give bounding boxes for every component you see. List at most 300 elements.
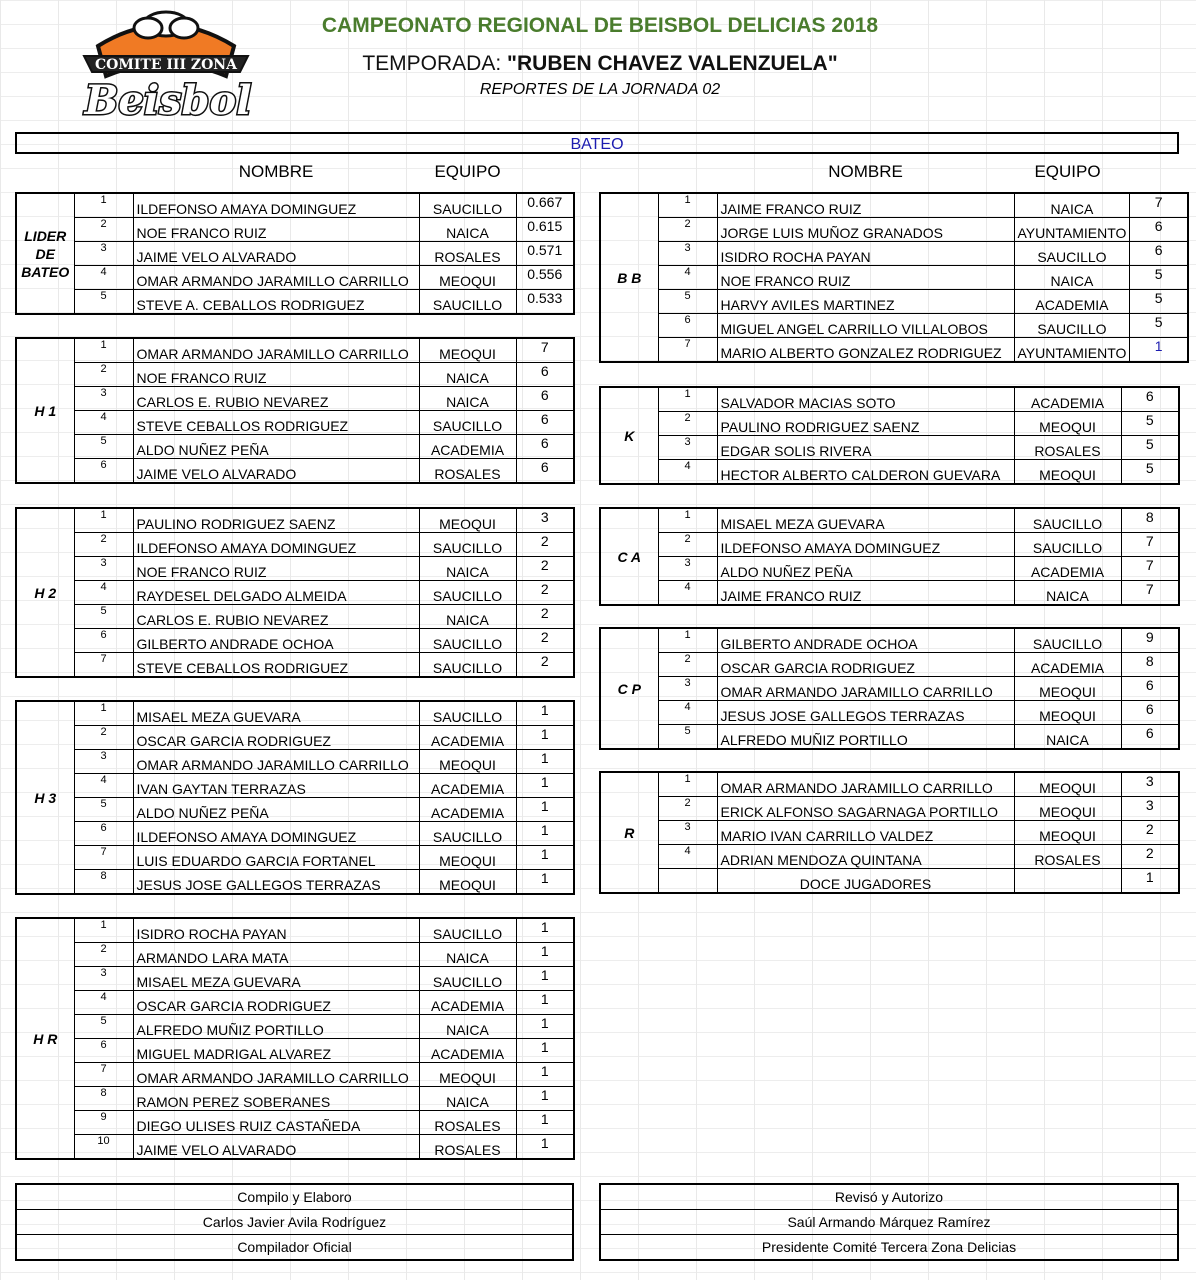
table-row: [16, 1087, 574, 1111]
player-name: JAIME FRANCO RUIZ: [717, 581, 1014, 606]
table-row: [16, 557, 574, 581]
stat-value: 6: [1121, 725, 1179, 750]
rank-cell: 2: [658, 533, 717, 557]
table-row: [16, 943, 574, 967]
rank-cell: 7: [74, 846, 133, 870]
team-name: ACADEMIA: [419, 991, 516, 1015]
table-row: [16, 701, 574, 726]
stat-value: 7: [1130, 193, 1188, 218]
player-name: JAIME FRANCO RUIZ: [717, 193, 1014, 218]
table-row: [16, 967, 574, 991]
player-name: NOE FRANCO RUIZ: [717, 266, 1014, 290]
rank-cell: 5: [74, 798, 133, 822]
team-name: ROSALES: [419, 459, 516, 484]
player-name: OSCAR GARCIA RODRIGUEZ: [133, 991, 419, 1015]
player-name: ILDEFONSO AMAYA DOMINGUEZ: [717, 533, 1014, 557]
player-name: NOE FRANCO RUIZ: [133, 218, 419, 242]
player-name: HARVY AVILES MARTINEZ: [717, 290, 1014, 314]
table-row: [600, 193, 1188, 218]
stat-value: 6: [516, 363, 574, 387]
table-row: [600, 242, 1188, 266]
team-name: ACADEMIA: [419, 726, 516, 750]
team-name: NAICA: [1014, 581, 1121, 606]
stat-value: 1: [516, 943, 574, 967]
table-row: [600, 581, 1179, 606]
rank-cell: 2: [658, 653, 717, 677]
category-label: R: [600, 772, 658, 893]
rank-cell: 1: [658, 628, 717, 653]
stat-value: 1: [516, 918, 574, 943]
season-name: "RUBEN CHAVEZ VALENZUELA": [507, 52, 838, 75]
table-row: [16, 918, 574, 943]
player-name: SALVADOR MACIAS SOTO: [717, 387, 1014, 412]
table-row: [16, 605, 574, 629]
stat-value: 5: [1130, 290, 1188, 314]
player-name: JORGE LUIS MUÑOZ GRANADOS: [717, 218, 1014, 242]
category-label: LIDER DE BATEO: [16, 193, 74, 314]
table-row: [600, 821, 1179, 845]
stat-value: 6: [516, 411, 574, 435]
player-name: MISAEL MEZA GUEVARA: [133, 701, 419, 726]
stat-value: 5: [1130, 266, 1188, 290]
player-name: MISAEL MEZA GUEVARA: [717, 508, 1014, 533]
rank-cell: 3: [658, 557, 717, 581]
signature-left: [15, 1183, 574, 1261]
right-block-1: [599, 386, 1180, 485]
team-name: SAUCILLO: [419, 701, 516, 726]
rank-cell: 5: [74, 290, 133, 315]
rank-cell: 1: [658, 772, 717, 797]
rank-cell: 3: [74, 750, 133, 774]
rank-cell: 7: [658, 338, 717, 363]
player-name: STEVE CEBALLOS RODRIGUEZ: [133, 653, 419, 678]
player-name: OMAR ARMANDO JARAMILLO CARRILLO: [133, 750, 419, 774]
right-block-3: [599, 627, 1180, 750]
table-row: [600, 628, 1179, 653]
team-name: SAUCILLO: [1014, 533, 1121, 557]
right-name-header: NOMBRE: [828, 162, 903, 181]
player-name: OMAR ARMANDO JARAMILLO CARRILLO: [717, 772, 1014, 797]
stat-value: 6: [1121, 677, 1179, 701]
stat-value: 5: [1130, 314, 1188, 338]
table-row: [16, 533, 574, 557]
rank-cell: 1: [74, 918, 133, 943]
team-name: ACADEMIA: [419, 1039, 516, 1063]
left-block-0: [15, 192, 575, 315]
team-name: [1014, 869, 1121, 894]
left-block-1: [15, 337, 575, 484]
player-name: OMAR ARMANDO JARAMILLO CARRILLO: [717, 677, 1014, 701]
rank-cell: 1: [658, 508, 717, 533]
signature-right-title: Presidente Comité Tercera Zona Delicias: [600, 1235, 1178, 1261]
player-name: ISIDRO ROCHA PAYAN: [133, 918, 419, 943]
team-name: MEOQUI: [1014, 797, 1121, 821]
stat-value: 1: [516, 1039, 574, 1063]
stat-value: 6: [1130, 242, 1188, 266]
table-row: [600, 725, 1179, 750]
table-row: [600, 533, 1179, 557]
team-name: SAUCILLO: [419, 411, 516, 435]
stat-value: 5: [1121, 412, 1179, 436]
team-name: MEOQUI: [1014, 772, 1121, 797]
player-name: NOE FRANCO RUIZ: [133, 363, 419, 387]
player-name: RAYDESEL DELGADO ALMEIDA: [133, 581, 419, 605]
signature-left-role: Compilo y Elaboro: [16, 1184, 573, 1210]
player-name: OMAR ARMANDO JARAMILLO CARRILLO: [133, 266, 419, 290]
table-row: [16, 1135, 574, 1160]
player-name: DIEGO ULISES RUIZ CASTAÑEDA: [133, 1111, 419, 1135]
table-row: [600, 266, 1188, 290]
rank-cell: 4: [74, 991, 133, 1015]
rank-cell: 4: [658, 581, 717, 606]
team-name: ROSALES: [1014, 436, 1121, 460]
table-row: [16, 387, 574, 411]
rank-cell: 1: [74, 338, 133, 363]
table-row: [16, 653, 574, 678]
category-label: H 3: [16, 701, 74, 894]
comite-logo: [78, 6, 254, 132]
signature-left-title: Compilador Oficial: [16, 1235, 573, 1261]
player-name: MIGUEL ANGEL CARRILLO VILLALOBOS: [717, 314, 1014, 338]
right-block-2: [599, 507, 1180, 606]
rank-cell: 4: [658, 460, 717, 485]
stat-value: 1: [516, 774, 574, 798]
team-name: SAUCILLO: [1014, 314, 1130, 338]
rank-cell: 7: [74, 1063, 133, 1087]
rank-cell: [658, 869, 717, 894]
stat-value: 1: [516, 750, 574, 774]
player-name: GILBERTO ANDRADE OCHOA: [717, 628, 1014, 653]
signature-left-name: Carlos Javier Avila Rodríguez: [16, 1210, 573, 1235]
rank-cell: 5: [74, 605, 133, 629]
player-name: ILDEFONSO AMAYA DOMINGUEZ: [133, 822, 419, 846]
table-row: [600, 387, 1179, 412]
rank-cell: 5: [658, 725, 717, 750]
stat-value: 2: [516, 581, 574, 605]
svg-text:Beisbol: Beisbol: [84, 77, 252, 124]
rank-cell: 6: [74, 629, 133, 653]
rank-cell: 10: [74, 1135, 133, 1160]
player-name: HECTOR ALBERTO CALDERON GUEVARA: [717, 460, 1014, 485]
signature-right: [599, 1183, 1179, 1261]
rank-cell: 5: [74, 1015, 133, 1039]
stat-value: 3: [516, 508, 574, 533]
rank-cell: 4: [658, 701, 717, 725]
rank-cell: 1: [74, 508, 133, 533]
category-label: C A: [600, 508, 658, 605]
stat-value: 3: [1121, 797, 1179, 821]
team-name: AYUNTAMIENTO: [1014, 338, 1130, 363]
stat-value: 2: [516, 629, 574, 653]
table-row: [16, 508, 574, 533]
stat-value: 1: [516, 991, 574, 1015]
rank-cell: 2: [74, 218, 133, 242]
team-name: SAUCILLO: [1014, 508, 1121, 533]
stat-value: 6: [1130, 218, 1188, 242]
table-row: [600, 460, 1179, 485]
player-name: ISIDRO ROCHA PAYAN: [717, 242, 1014, 266]
stat-value: 6: [516, 459, 574, 484]
table-row: [16, 1063, 574, 1087]
table-row: [16, 1111, 574, 1135]
player-name: PAULINO RODRIGUEZ SAENZ: [133, 508, 419, 533]
player-name: OMAR ARMANDO JARAMILLO CARRILLO: [133, 338, 419, 363]
rank-cell: 3: [74, 387, 133, 411]
team-name: SAUCILLO: [419, 653, 516, 678]
table-row: [600, 653, 1179, 677]
rank-cell: 2: [74, 943, 133, 967]
team-name: NAICA: [419, 943, 516, 967]
table-row: [16, 411, 574, 435]
player-name: ALDO NUÑEZ PEÑA: [133, 435, 419, 459]
team-name: NAICA: [419, 218, 516, 242]
table-row: [600, 557, 1179, 581]
team-name: SAUCILLO: [419, 581, 516, 605]
player-name: CARLOS E. RUBIO NEVAREZ: [133, 605, 419, 629]
rank-cell: 5: [74, 435, 133, 459]
rank-cell: 6: [74, 459, 133, 484]
left-block-3: [15, 700, 575, 895]
table-row: [16, 1015, 574, 1039]
team-name: NAICA: [419, 1087, 516, 1111]
player-name: JESUS JOSE GALLEGOS TERRAZAS: [133, 870, 419, 895]
player-name: MARIO IVAN CARRILLO VALDEZ: [717, 821, 1014, 845]
player-name: ERICK ALFONSO SAGARNAGA PORTILLO: [717, 797, 1014, 821]
team-name: NAICA: [419, 363, 516, 387]
team-name: ACADEMIA: [1014, 290, 1130, 314]
right-block-4: [599, 771, 1180, 894]
stat-value: 1: [516, 1135, 574, 1160]
stat-value: 7: [516, 338, 574, 363]
player-name: MARIO ALBERTO GONZALEZ RODRIGUEZ: [717, 338, 1014, 363]
rank-cell: 4: [74, 581, 133, 605]
rank-cell: 3: [658, 436, 717, 460]
table-row: [600, 508, 1179, 533]
table-row: [600, 797, 1179, 821]
player-name: EDGAR SOLIS RIVERA: [717, 436, 1014, 460]
team-name: ACADEMIA: [419, 774, 516, 798]
team-name: ACADEMIA: [419, 798, 516, 822]
stat-value: 1: [516, 701, 574, 726]
stat-value: 0.556: [516, 266, 574, 290]
stat-value: 6: [516, 435, 574, 459]
stat-value: 0.571: [516, 242, 574, 266]
table-row: [16, 798, 574, 822]
team-name: SAUCILLO: [419, 918, 516, 943]
table-row: [600, 290, 1188, 314]
player-name: MISAEL MEZA GUEVARA: [133, 967, 419, 991]
rank-cell: 8: [74, 870, 133, 895]
team-name: MEOQUI: [419, 870, 516, 895]
table-row: [16, 774, 574, 798]
stat-value: 2: [516, 653, 574, 678]
stat-value: 2: [516, 605, 574, 629]
table-row: [600, 845, 1179, 869]
player-name: JAIME VELO ALVARADO: [133, 242, 419, 266]
player-name: ALFREDO MUÑIZ PORTILLO: [717, 725, 1014, 750]
svg-text:COMITE III ZONA: COMITE III ZONA: [95, 57, 237, 73]
stat-value: 0.615: [516, 218, 574, 242]
team-name: MEOQUI: [1014, 460, 1121, 485]
category-label: C P: [600, 628, 658, 749]
rank-cell: 3: [74, 242, 133, 266]
stat-value: 0.667: [516, 193, 574, 218]
player-name: CARLOS E. RUBIO NEVAREZ: [133, 387, 419, 411]
team-name: AYUNTAMIENTO: [1014, 218, 1130, 242]
team-name: MEOQUI: [419, 338, 516, 363]
table-row: [16, 726, 574, 750]
team-name: MEOQUI: [419, 508, 516, 533]
table-row: [16, 266, 574, 290]
team-name: NAICA: [1014, 193, 1130, 218]
stat-value: 5: [1121, 460, 1179, 485]
rank-cell: 3: [658, 242, 717, 266]
signature-right-role: Revisó y Autorizo: [600, 1184, 1178, 1210]
rank-cell: 4: [74, 266, 133, 290]
stat-value: 1: [516, 1015, 574, 1039]
table-row: [600, 338, 1188, 363]
rank-cell: 4: [74, 411, 133, 435]
team-name: SAUCILLO: [419, 967, 516, 991]
player-name: ILDEFONSO AMAYA DOMINGUEZ: [133, 533, 419, 557]
table-row: [16, 193, 574, 218]
rank-cell: 2: [74, 726, 133, 750]
team-name: SAUCILLO: [419, 629, 516, 653]
player-name: MIGUEL MADRIGAL ALVAREZ: [133, 1039, 419, 1063]
category-label: H 2: [16, 508, 74, 677]
stat-value: 1: [516, 1063, 574, 1087]
team-name: MEOQUI: [1014, 821, 1121, 845]
player-name: OSCAR GARCIA RODRIGUEZ: [717, 653, 1014, 677]
section-title-bateo: BATEO: [15, 132, 1179, 154]
rank-cell: 1: [74, 193, 133, 218]
table-row: [16, 991, 574, 1015]
table-row: [600, 314, 1188, 338]
table-row: [16, 822, 574, 846]
rank-cell: 2: [74, 363, 133, 387]
rank-cell: 1: [74, 701, 133, 726]
stat-value: 0.533: [516, 290, 574, 315]
rank-cell: 2: [658, 412, 717, 436]
right-block-0: [599, 192, 1189, 363]
stat-value: 6: [1121, 387, 1179, 412]
rank-cell: 2: [658, 797, 717, 821]
player-name: ARMANDO LARA MATA: [133, 943, 419, 967]
table-row: [16, 435, 574, 459]
stat-value: 7: [1121, 557, 1179, 581]
player-name: STEVE CEBALLOS RODRIGUEZ: [133, 411, 419, 435]
rank-cell: 2: [658, 218, 717, 242]
left-block-2: [15, 507, 575, 678]
player-name: GILBERTO ANDRADE OCHOA: [133, 629, 419, 653]
stat-value: 2: [1121, 821, 1179, 845]
left-block-4: [15, 917, 575, 1160]
rank-cell: 3: [658, 821, 717, 845]
team-name: ACADEMIA: [1014, 653, 1121, 677]
team-name: MEOQUI: [419, 750, 516, 774]
stat-value: 1: [516, 1087, 574, 1111]
table-row: [600, 772, 1179, 797]
table-row: [600, 412, 1179, 436]
player-name: IVAN GAYTAN TERRAZAS: [133, 774, 419, 798]
team-name: ROSALES: [419, 242, 516, 266]
player-name: ALDO NUÑEZ PEÑA: [133, 798, 419, 822]
rank-cell: 4: [74, 774, 133, 798]
rank-cell: 3: [658, 677, 717, 701]
rank-cell: 9: [74, 1111, 133, 1135]
player-name: PAULINO RODRIGUEZ SAENZ: [717, 412, 1014, 436]
stat-value: 3: [1121, 772, 1179, 797]
category-label: H 1: [16, 338, 74, 483]
stat-value: 2: [516, 533, 574, 557]
team-name: NAICA: [419, 387, 516, 411]
stat-value: 1: [1121, 869, 1179, 894]
rank-cell: 2: [74, 533, 133, 557]
table-row: [600, 869, 1179, 894]
player-name: JESUS JOSE GALLEGOS TERRAZAS: [717, 701, 1014, 725]
table-row: [600, 218, 1188, 242]
stat-value: 1: [1130, 338, 1188, 363]
team-name: MEOQUI: [1014, 677, 1121, 701]
team-name: MEOQUI: [419, 266, 516, 290]
table-row: [600, 701, 1179, 725]
team-name: ACADEMIA: [1014, 557, 1121, 581]
table-row: [16, 459, 574, 484]
table-row: [16, 870, 574, 895]
stat-value: 8: [1121, 508, 1179, 533]
team-name: MEOQUI: [1014, 412, 1121, 436]
category-label: K: [600, 387, 658, 484]
player-name: OMAR ARMANDO JARAMILLO CARRILLO: [133, 1063, 419, 1087]
category-label: B B: [600, 193, 658, 362]
stat-value: 1: [516, 822, 574, 846]
table-row: [16, 581, 574, 605]
team-name: SAUCILLO: [419, 822, 516, 846]
team-name: SAUCILLO: [419, 533, 516, 557]
right-team-header: EQUIPO: [1034, 162, 1101, 181]
stat-value: 7: [1121, 533, 1179, 557]
rank-cell: 3: [74, 967, 133, 991]
player-name: ADRIAN MENDOZA QUINTANA: [717, 845, 1014, 869]
team-name: NAICA: [419, 605, 516, 629]
player-name: ALDO NUÑEZ PEÑA: [717, 557, 1014, 581]
rank-cell: 3: [74, 557, 133, 581]
team-name: NAICA: [1014, 725, 1121, 750]
signature-right-name: Saúl Armando Márquez Ramírez: [600, 1210, 1178, 1235]
stat-value: 1: [516, 726, 574, 750]
stat-value: 6: [516, 387, 574, 411]
season-label: TEMPORADA:: [362, 52, 502, 75]
table-row: [16, 218, 574, 242]
player-name: ILDEFONSO AMAYA DOMINGUEZ: [133, 193, 419, 218]
player-name: STEVE A. CEBALLOS RODRIGUEZ: [133, 290, 419, 315]
category-label: H R: [16, 918, 74, 1159]
stat-value: 9: [1121, 628, 1179, 653]
page-title: CAMPEONATO REGIONAL DE BEISBOL DELICIAS 2018: [321, 14, 879, 37]
stat-value: 2: [1121, 845, 1179, 869]
team-name: SAUCILLO: [419, 290, 516, 315]
player-name: OSCAR GARCIA RODRIGUEZ: [133, 726, 419, 750]
team-name: NAICA: [419, 557, 516, 581]
rank-cell: 4: [658, 845, 717, 869]
table-row: [600, 436, 1179, 460]
season-line: [250, 52, 950, 76]
player-name: RAMON PEREZ SOBERANES: [133, 1087, 419, 1111]
player-name: ALFREDO MUÑIZ PORTILLO: [133, 1015, 419, 1039]
table-row: [16, 363, 574, 387]
player-name: JAIME VELO ALVARADO: [133, 459, 419, 484]
stat-value: 7: [1121, 581, 1179, 606]
